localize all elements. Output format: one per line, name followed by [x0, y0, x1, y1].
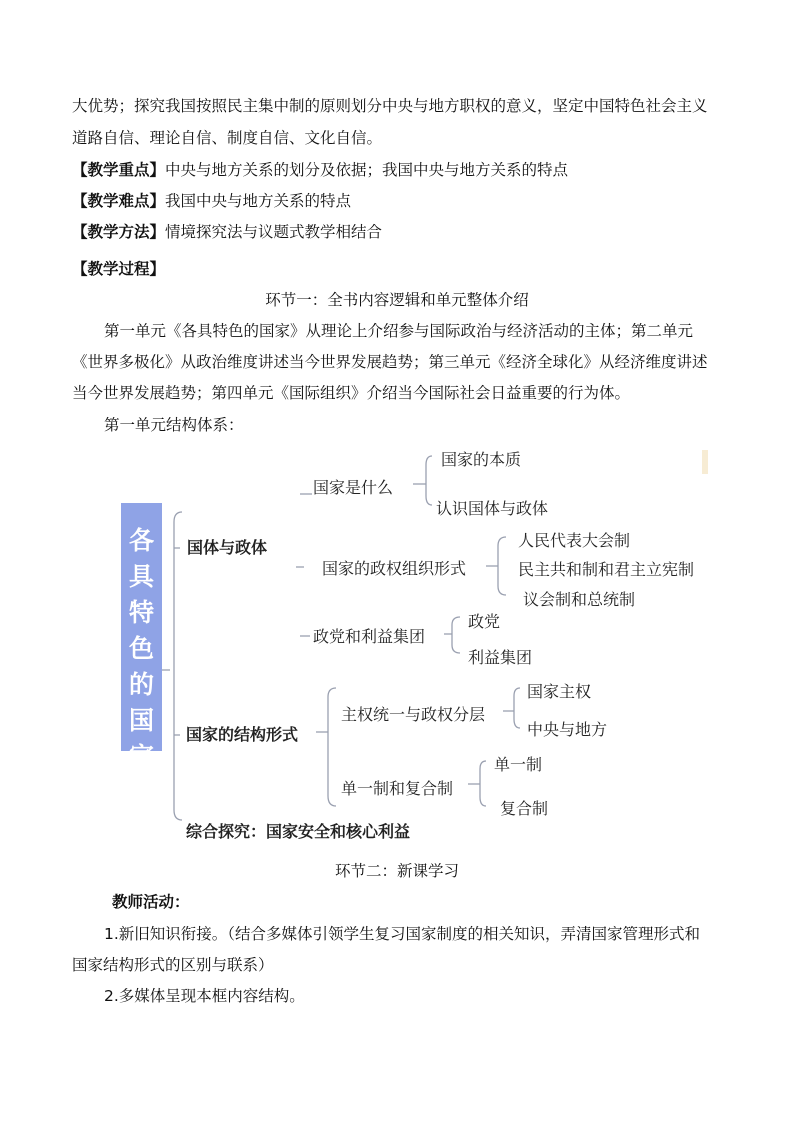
branch-comprehensive-inquiry: 综合探究：国家安全和核心利益 [186, 822, 411, 841]
leaf-party: 政党 [468, 612, 501, 631]
section2-title: 环节二：新课学习 [334, 862, 459, 880]
leaf-npc: 人民代表大会制 [518, 531, 631, 550]
leaf-compound: 复合制 [500, 799, 549, 818]
leaf-republic-monarchy: 民主共和制和君主立宪制 [518, 560, 695, 579]
method-text: 情境探究法与议题式教学相结合 [165, 223, 383, 241]
diff-label: 【教学难点】 [72, 192, 166, 210]
key-label: 【教学重点】 [72, 161, 166, 179]
node-regime-form: 国家的政权组织形式 [322, 559, 467, 578]
diff-text: 我国中央与地方关系的特点 [165, 192, 352, 210]
paragraph-line: 《世界多极化》从政治维度讲述当今世界发展趋势；第三单元《经济全球化》从经济维度讲述 [72, 353, 708, 371]
leaf-central-local: 中央与地方 [527, 720, 608, 739]
paragraph-line: 道路自信、理论自信、制度自信、文化自信。 [72, 129, 383, 147]
list-item: 1.新旧知识衔接。（结合多媒体引领学生复习国家制度的相关知识，弄清国家管理形式和 [104, 925, 701, 943]
node-parties-groups: 政党和利益集团 [313, 627, 426, 646]
key-text: 中央与地方关系的划分及依据；我国中央与地方关系的特点 [165, 161, 569, 179]
leaf-unitary: 单一制 [494, 755, 543, 774]
teacher-activity-heading: 教师活动： [112, 893, 190, 911]
list-item-continuation: 国家结构形式的区别与联系） [72, 956, 274, 974]
node-sovereignty-layers: 主权统一与政权分层 [341, 705, 486, 724]
list-item: 2.多媒体呈现本框内容结构。 [104, 987, 305, 1005]
branch-state-structure: 国家的结构形式 [186, 725, 299, 744]
branch-state-system: 国体与政体 [187, 538, 268, 557]
leaf-parliament-presidential: 议会制和总统制 [523, 590, 636, 609]
mindmap-root-label: 各具特色的国家 [128, 526, 154, 771]
paragraph-line: 大优势；探究我国按照民主集中制的原则划分中央与地方职权的意义，坚定中国特色社会主义 [72, 97, 708, 115]
process-heading: 【教学过程】 [72, 260, 166, 278]
method-label: 【教学方法】 [72, 223, 166, 241]
leaf-state-polity: 认识国体与政体 [436, 499, 549, 518]
leaf-national-sovereignty: 国家主权 [527, 682, 592, 701]
leaf-state-essence: 国家的本质 [441, 450, 522, 469]
leaf-interest-group: 利益集团 [468, 648, 533, 667]
node-unitary-compound: 单一制和复合制 [341, 779, 454, 798]
section1-title: 环节一：全书内容逻辑和单元整体介绍 [265, 291, 529, 309]
paragraph-line: 第一单元《各具特色的国家》从理论上介绍参与国际政治与经济活动的主体；第二单元 [104, 322, 694, 340]
unit-structure-label: 第一单元结构体系： [104, 416, 244, 434]
node-what-is-state: 国家是什么 [313, 478, 394, 497]
paragraph-line: 当今世界发展趋势；第四单元《国际组织》介绍当今国际社会日益重要的行为体。 [72, 384, 631, 402]
